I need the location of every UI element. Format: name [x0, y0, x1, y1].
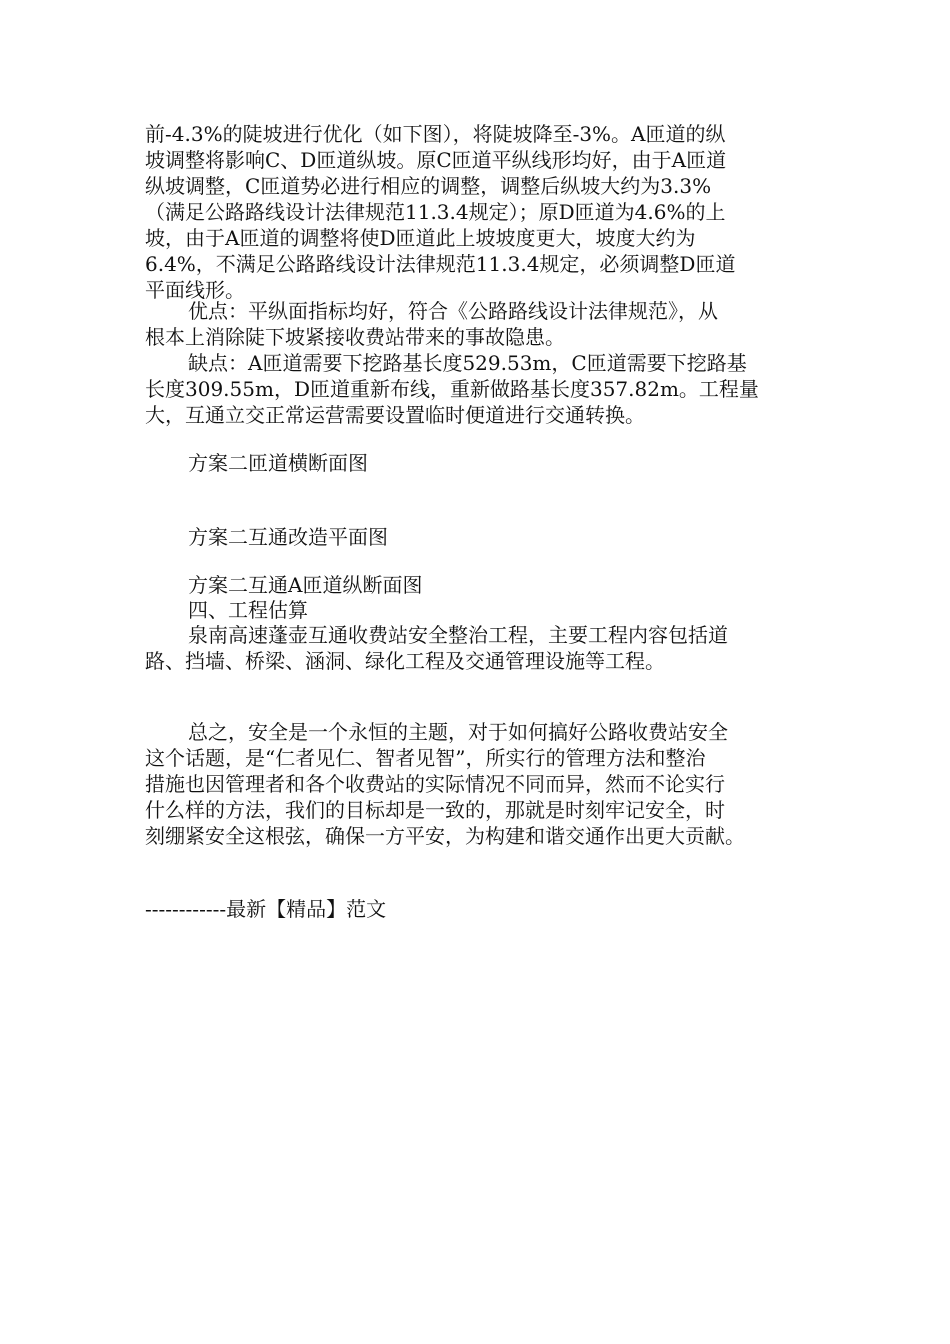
- text-line: 总之，安全是一个永恒的主题，对于如何搞好公路收费站安全: [188, 720, 728, 744]
- text-line: 什么样的方法，我们的目标却是一致的，那就是时刻牢记安全，时: [145, 798, 725, 822]
- text-line: 大，互通立交正常运营需要设置临时便道进行交通转换。: [145, 403, 645, 427]
- footer-text: ------------最新【精品】范文: [145, 897, 387, 921]
- text-line: 长度309.55m，D匝道重新布线，重新做路基长度357.82m。工程量: [145, 377, 759, 401]
- text-line: 刻绷紧安全这根弦，确保一方平安，为构建和谐交通作出更大贡献。: [145, 824, 745, 848]
- figure-caption: 方案二匝道横断面图: [188, 451, 368, 475]
- text-line: 纵坡调整，C匝道势必进行相应的调整，调整后纵坡大约为3.3%: [145, 174, 712, 198]
- text-line: 平面线形。: [145, 278, 245, 302]
- text-line: 根本上消除陡下坡紧接收费站带来的事故隐患。: [145, 325, 565, 349]
- section-heading: 四、工程估算: [188, 598, 308, 622]
- text-line: 前-4.3%的陡坡进行优化（如下图），将陡坡降至-3%。A匝道的纵: [145, 122, 726, 146]
- text-line: 坡，由于A匝道的调整将使D匝道此上坡坡度更大，坡度大约为: [145, 226, 696, 250]
- text-line: 路、挡墙、桥梁、涵洞、绿化工程及交通管理设施等工程。: [145, 649, 665, 673]
- text-line: 缺点：A匝道需要下挖路基长度529.53m，C匝道需要下挖路基: [188, 351, 747, 375]
- text-line: 优点：平纵面指标均好，符合《公路路线设计法律规范》，从: [188, 299, 718, 323]
- text-line: 这个话题，是“仁者见仁、智者见智”，所实行的管理方法和整治: [145, 746, 706, 770]
- figure-caption: 方案二互通A匝道纵断面图: [188, 573, 423, 597]
- text-line: 泉南高速蓬壶互通收费站安全整治工程，主要工程内容包括道: [188, 623, 728, 647]
- text-line: （满足公路路线设计法律规范11.3.4规定）；原D匝道为4.6%的上: [145, 200, 726, 224]
- figure-caption: 方案二互通改造平面图: [188, 525, 388, 549]
- text-line: 措施也因管理者和各个收费站的实际情况不同而异，然而不论实行: [145, 772, 725, 796]
- text-line: 坡调整将影响C、D匝道纵坡。原C匝道平纵线形均好，由于A匝道: [145, 148, 727, 172]
- text-line: 6.4%，不满足公路路线设计法律规范11.3.4规定，必须调整D匝道: [145, 252, 736, 276]
